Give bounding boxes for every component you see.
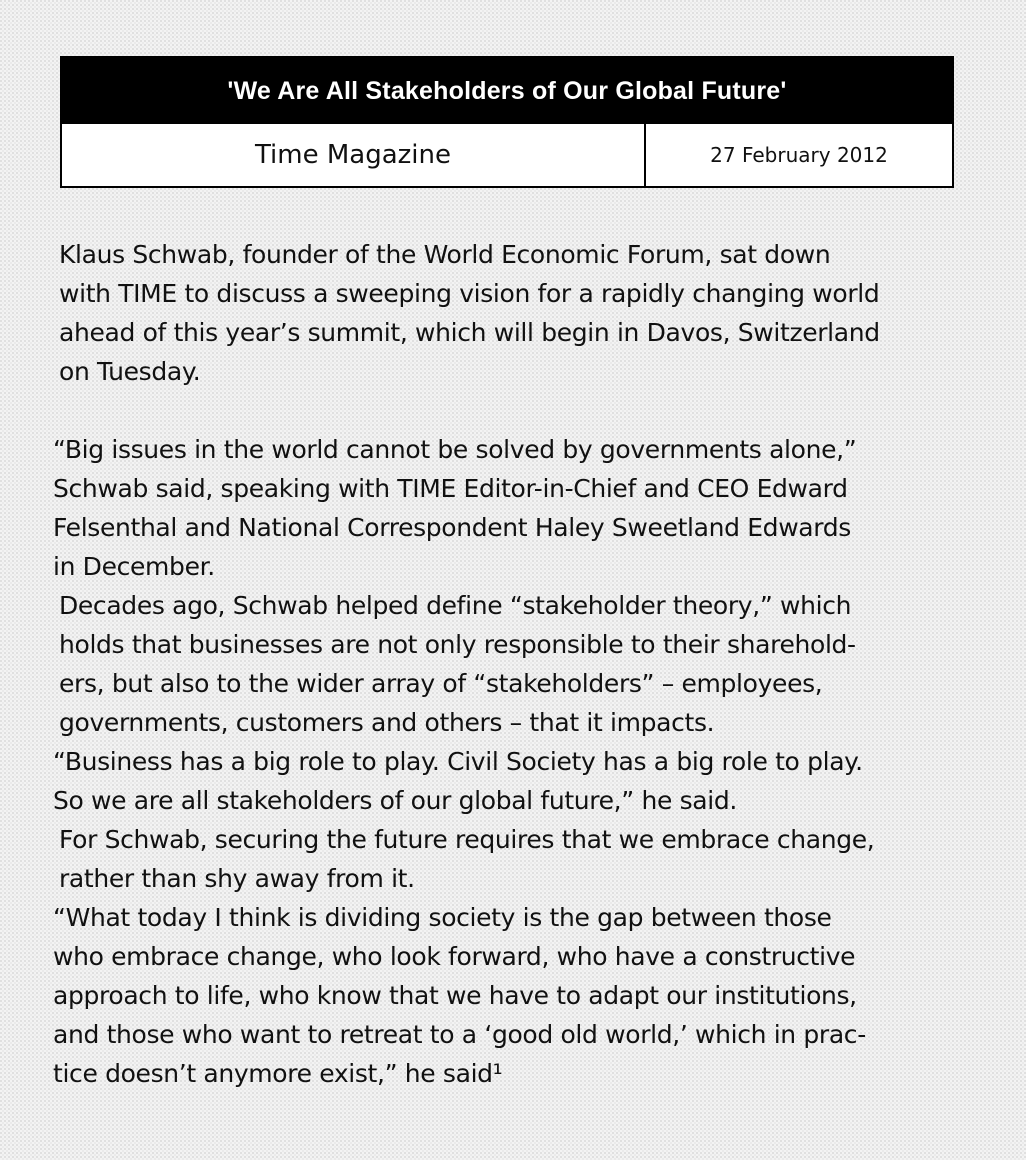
article-date: 27 February 2012: [710, 143, 888, 167]
article-paragraph: “What today I think is dividing society is the gap between those who embrace change, who look forward, who have a constructive approach to life, who know that we have to adapt our institutions, and those who want to retreat to a ‘good old world,’ which in prac- tice doesn’t anymore exist,” he said¹: [53, 903, 866, 1088]
article-paragraph: “Business has a big role to play. Civil Society has a big role to play. So we are all stakeholders of our global future,” he said.: [53, 747, 863, 815]
article-paragraph: Klaus Schwab, founder of the World Economic Forum, sat down with TIME to discuss a sweeping vision for a rapidly changing world ahead of this year’s summit, which will begin in Davos, Switzerland on Tuesday.: [59, 240, 880, 386]
article-paragraph: Decades ago, Schwab helped define “stakeholder theory,” which holds that businesses are not only responsible to their sharehold- ers, but also to the wider array of “stakeholders” – employees, governments, customers and others – that it impacts.: [59, 591, 856, 737]
article-header-table: [60, 56, 954, 188]
article-source: Time Magazine: [62, 124, 646, 186]
article-paragraph: “Big issues in the world cannot be solved by governments alone,” Schwab said, speaking with TIME Editor-in-Chief and CEO Edward Felsenthal and National Correspondent Haley Sweetland Edwards in December.: [53, 435, 857, 581]
article-body: [53, 235, 963, 1093]
article-meta-row: [62, 124, 952, 186]
article-paragraph: For Schwab, securing the future requires that we embrace change, rather than shy away from it.: [59, 825, 875, 893]
article-title: 'We Are All Stakeholders of Our Global Future': [62, 58, 952, 124]
